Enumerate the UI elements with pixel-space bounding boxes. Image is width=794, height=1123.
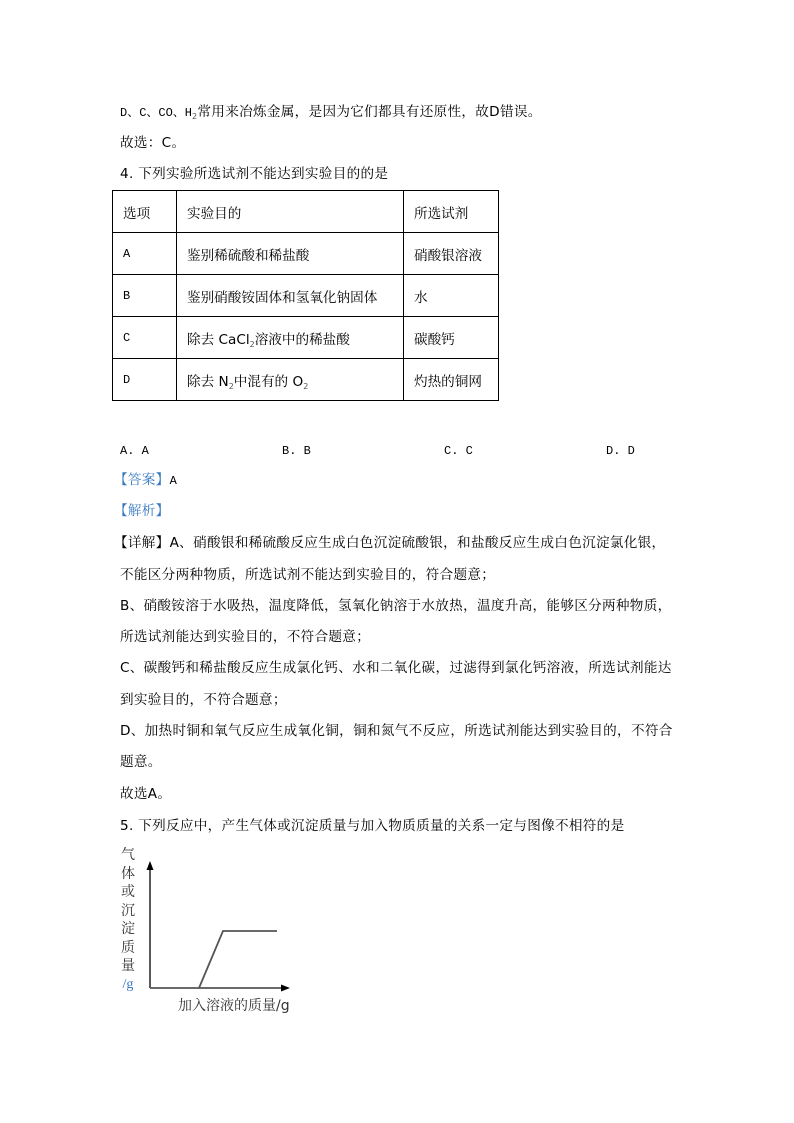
detail-tag: 【详解】 [114, 535, 170, 551]
table-row [113, 359, 499, 401]
row-reagent: 水 [404, 275, 499, 317]
question-5-stem: 5. 下列反应中，产生气体或沉淀质量与加入物质质量的关系一定与图像不相符的是 [120, 818, 625, 834]
row-option: B [113, 275, 177, 317]
choice-value: D [627, 444, 635, 458]
header-reagent: 所选试剂 [404, 191, 499, 233]
prev-answer-line [120, 103, 542, 122]
purpose-suffix: 溶液中的稀盐酸 [254, 331, 350, 348]
purpose-prefix: 除去 CaCl [187, 331, 250, 348]
subscript: 2 [249, 339, 255, 349]
explanation-line: 不能区分两种物质，所选试剂不能达到实验目的，符合题意； [120, 567, 496, 583]
purpose-prefix: 除去 N [187, 373, 229, 390]
header-purpose: 实验目的 [177, 191, 404, 233]
table-row [113, 233, 499, 275]
y-label-char: 质 [121, 939, 135, 956]
prev-conclusion: 故选：C。 [120, 135, 186, 151]
explanation-line: 所选试剂能达到实验目的，不符合题意； [120, 629, 371, 645]
y-label-char: 量 [121, 958, 135, 974]
explanation-line: B、硝酸铵溶于水吸热，温度降低，氢氧化钠溶于水放热，温度升高，能够区分两种物质， [120, 598, 672, 614]
answer-value: A [169, 474, 177, 488]
explanation-line: D、加热时铜和氧气反应生成氧化铜，铜和氮气不反应，所选试剂能达到实验目的，不符合 [120, 723, 673, 739]
analysis-line [114, 502, 170, 520]
q4-conclusion: 故选A。 [120, 786, 172, 802]
choice-value: A [141, 444, 149, 458]
subscript: 2 [192, 112, 198, 121]
row-purpose [177, 317, 404, 359]
row-option: D [113, 359, 177, 401]
data-line [199, 931, 277, 988]
explanation-line [114, 534, 665, 552]
y-label-char: 气 [121, 847, 135, 863]
question-4-stem: 4. 下列实验所选试剂不能达到实验目的的是 [120, 166, 389, 182]
choice-value: B [303, 444, 311, 458]
choice-label: B. [282, 444, 297, 458]
reaction-graph [110, 840, 310, 1025]
answer-tag: 【答案】 [114, 472, 170, 488]
choice-d [606, 442, 635, 460]
table-header-row [113, 191, 499, 233]
y-axis-arrow-icon [147, 861, 154, 870]
row-purpose: 鉴别硝酸铵固体和氢氧化钠固体 [177, 275, 404, 317]
y-label-char: 淀 [121, 921, 135, 937]
analysis-tag: 【解析】 [114, 503, 170, 519]
answer-line [114, 471, 177, 490]
header-option: 选项 [113, 191, 177, 233]
x-axis-arrow-icon [281, 985, 290, 992]
x-axis-label [178, 995, 290, 1015]
explanation-line: C、碳酸钙和稀盐酸反应生成氯化钙、水和二氧化碳，过滤得到氯化钙溶液，所选试剂能达 [120, 660, 672, 676]
choice-value: C [465, 444, 473, 458]
y-label-char: 或 [121, 884, 135, 900]
row-purpose: 鉴别稀硫酸和稀盐酸 [177, 233, 404, 275]
choice-c [444, 442, 473, 460]
choice-label: C. [444, 444, 459, 458]
y-label-char: 体 [121, 865, 135, 882]
choice-label: A. [120, 444, 135, 458]
row-option: C [113, 317, 177, 359]
row-option: A [113, 233, 177, 275]
explanation-line: 到实验目的，不符合题意； [120, 692, 287, 708]
subscript: 2 [303, 381, 309, 391]
question-4-table [112, 190, 499, 401]
table-row [113, 275, 499, 317]
x-label-text: 加入溶液的质量/g [178, 998, 290, 1014]
y-label-char: 沉 [121, 902, 135, 919]
row-reagent: 碳酸钙 [404, 317, 499, 359]
row-purpose [177, 359, 404, 401]
explanation-text: A、硝酸银和稀硫酸反应生成白色沉淀硫酸银，和盐酸反应生成白色沉淀氯化银， [169, 535, 666, 551]
purpose-mid: 中混有的 O [233, 373, 304, 390]
explanation-line: 题意。 [120, 754, 162, 770]
prev-answer-prefix: D、C、CO、H [120, 106, 193, 120]
prev-answer-suffix: 常用来冶炼金属，是因为它们都具有还原性，故D错误。 [197, 104, 542, 120]
subscript: 2 [228, 381, 234, 391]
row-reagent: 灼热的铜网 [404, 359, 499, 401]
choice-b [282, 442, 311, 460]
choice-a [120, 442, 149, 460]
choice-label: D. [606, 444, 621, 458]
y-label-unit: /g [122, 976, 134, 992]
table-row [113, 317, 499, 359]
row-reagent: 硝酸银溶液 [404, 233, 499, 275]
